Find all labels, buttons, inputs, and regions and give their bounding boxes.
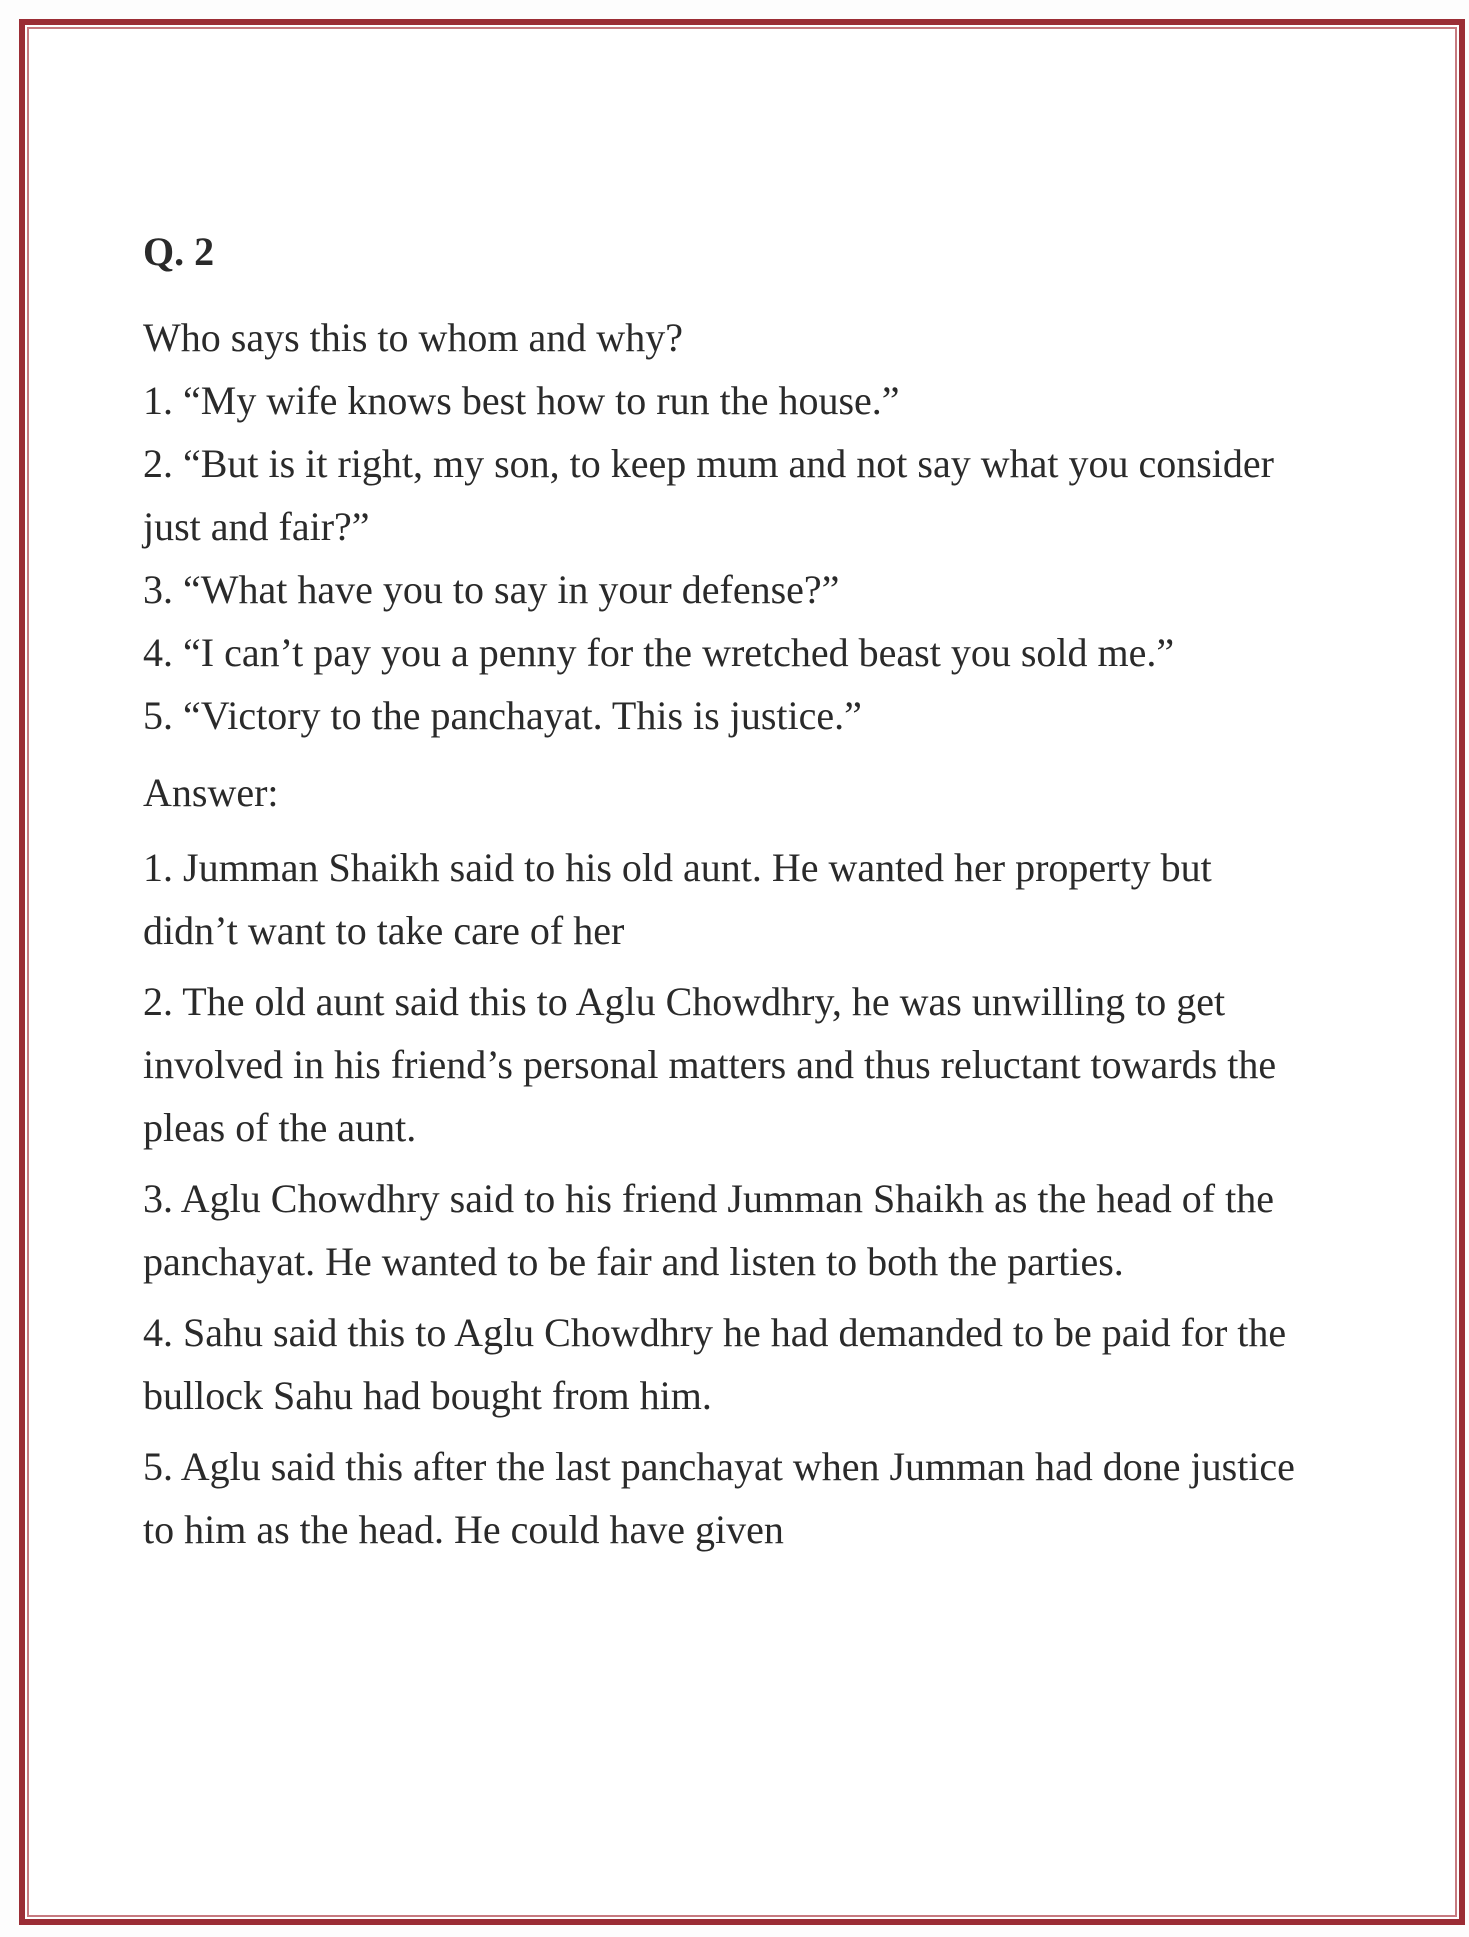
quote-item-3: 3. “What have you to say in your defense?” — [143, 567, 840, 612]
document-content — [143, 229, 1343, 1569]
quote-item-2: 2. “But is it right, my son, to keep mum and not say what you consider just and fair?” — [143, 441, 1274, 549]
question-prompt: Who says this to whom and why? — [143, 315, 683, 360]
answer-item-4: 4. Sahu said this to Aglu Chowdhry he had demanded to be paid for the bullock Sahu had bought from him. — [143, 1310, 1287, 1418]
answer-item-2: 2. The old aunt said this to Aglu Chowdhry, he was unwilling to get involved in his friend’s personal matters and thus reluctant towards the pleas of the aunt. — [143, 979, 1277, 1150]
answer-item-3: 3. Aglu Chowdhry said to his friend Jumman Shaikh as the head of the panchayat. He wanted to be fair and listen to both the parties. — [143, 1176, 1274, 1284]
question-block — [143, 306, 1343, 747]
answer-item-1: 1. Jumman Shaikh said to his old aunt. He wanted her property but didn’t want to take care of her — [143, 845, 1212, 953]
answer-block — [143, 761, 1343, 1561]
answer-label: Answer: — [143, 770, 279, 815]
quote-item-5: 5. “Victory to the panchayat. This is justice.” — [143, 693, 862, 738]
quote-item-1: 1. “My wife knows best how to run the house.” — [143, 378, 900, 423]
answer-item-5: 5. Aglu said this after the last panchayat when Jumman had done justice to him as the head. He could have given — [143, 1444, 1295, 1552]
quote-item-4: 4. “I can’t pay you a penny for the wretched beast you sold me.” — [143, 630, 1175, 675]
question-number: Q. 2 — [143, 229, 215, 274]
